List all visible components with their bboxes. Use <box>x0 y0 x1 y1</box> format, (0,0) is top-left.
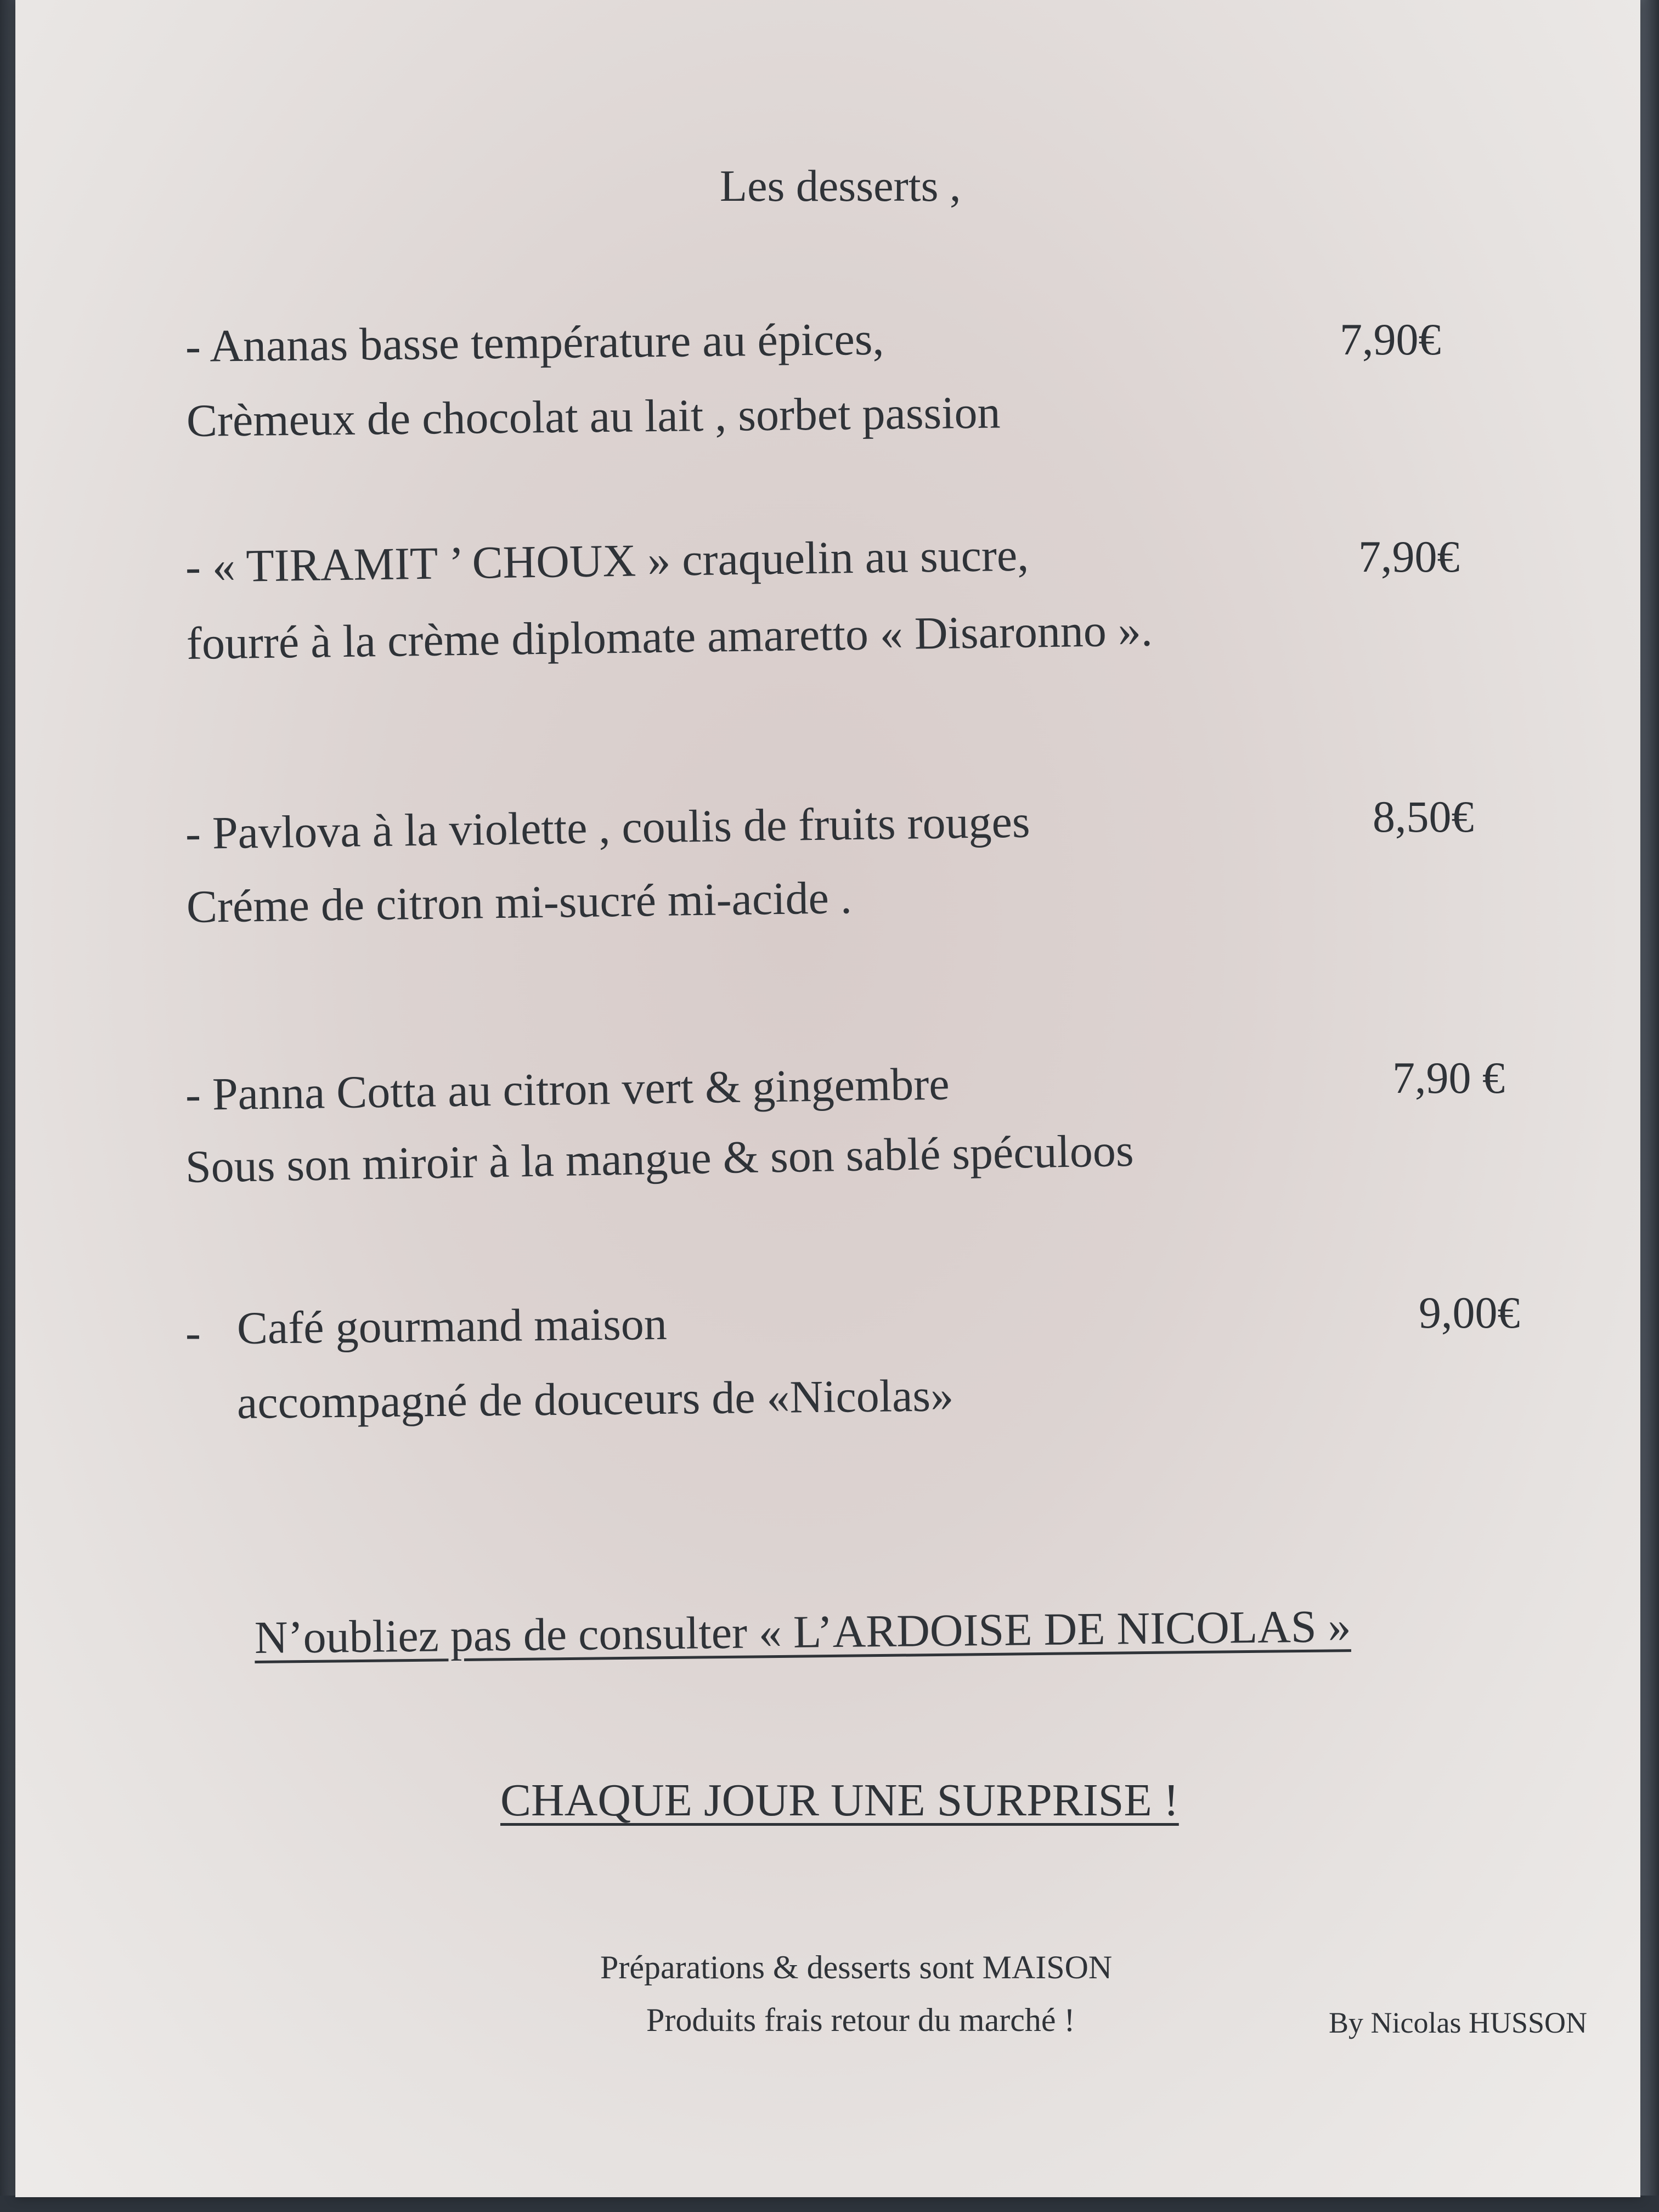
dessert-5-line-2: accompagné de douceurs de «Nicolas» <box>236 1370 954 1429</box>
fresh-products-notice: Produits frais retour du marché ! <box>646 2002 1075 2038</box>
background-bottom-edge <box>0 2196 1659 2212</box>
menu-title: Les desserts , <box>720 161 961 211</box>
dessert-5-price: 9,00€ <box>1419 1288 1520 1338</box>
dessert-1-price: 7,90€ <box>1340 314 1441 364</box>
dessert-4-line-2: Sous son miroir à la mangue & son sablé spéculoos <box>185 1125 1135 1193</box>
dessert-4-price: 7,90 € <box>1392 1053 1505 1103</box>
homemade-notice: Préparations & desserts sont MAISON <box>600 1949 1113 1985</box>
background-right-edge <box>1640 0 1659 2212</box>
dessert-2-line-2: fourré à la crème diplomate amaretto « Disaronno ». <box>186 605 1153 669</box>
menu-page <box>15 0 1640 2197</box>
dessert-2-price: 7,90€ <box>1358 532 1460 582</box>
ardoise-notice: N’oubliez pas de consulter « L’ARDOISE DE NICOLAS » <box>254 1601 1351 1663</box>
daily-surprise-notice: CHAQUE JOUR UNE SURPRISE ! <box>500 1775 1179 1826</box>
dessert-1-line-2: Crèmeux de chocolat au lait , sorbet passion <box>186 387 1001 447</box>
dessert-4-line-1: - Panna Cotta au citron vert & gingembre <box>185 1058 950 1120</box>
dessert-2-line-1: - « TIRAMIT ’ CHOUX » craquelin au sucre, <box>185 529 1029 592</box>
chef-signature: By Nicolas HUSSON <box>1329 2006 1588 2039</box>
dessert-5-dash: - <box>185 1307 201 1358</box>
dessert-3-price: 8,50€ <box>1373 792 1474 842</box>
dessert-1-line-1: - Ananas basse température au épices, <box>185 313 884 372</box>
dessert-3-line-1: - Pavlova à la violette , coulis de fruits rouges <box>185 796 1031 859</box>
dessert-5-line-1: Café gourmand maison <box>236 1298 668 1354</box>
dessert-3-line-2: Créme de citron mi-sucré mi-acide . <box>186 872 853 933</box>
